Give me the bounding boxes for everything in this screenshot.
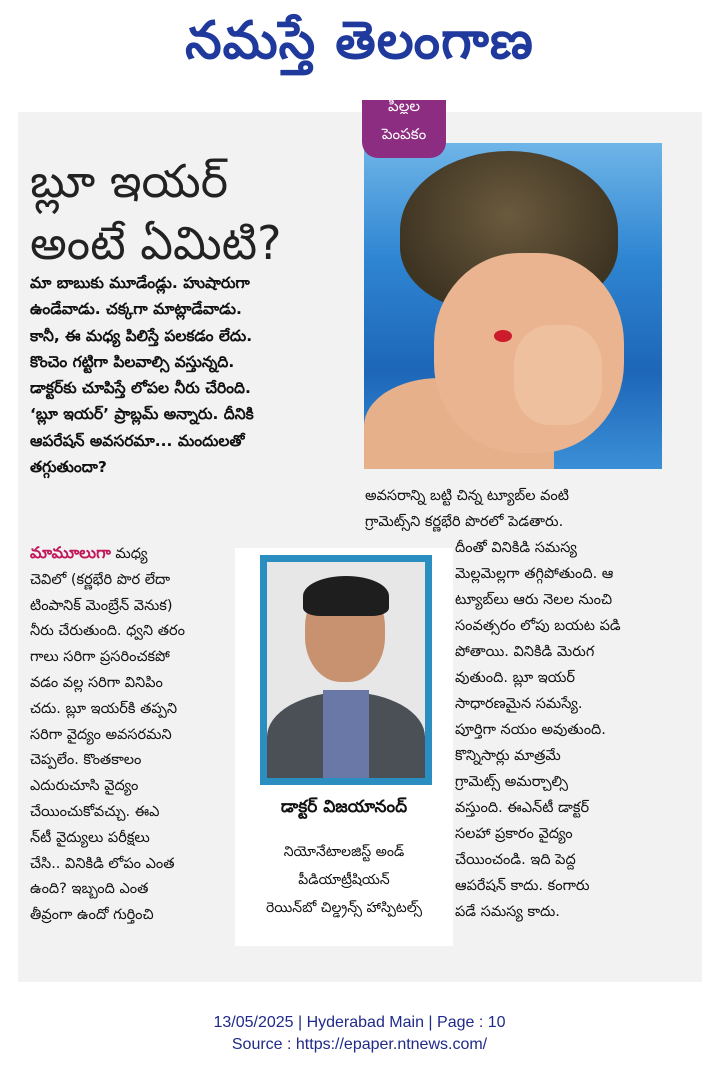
answer-lead-rest: మధ్య (110, 546, 148, 562)
question-line: మా బాబుకు మూడేండ్లు. హుషారుగా (30, 274, 250, 292)
headline-line1: బ్లూ ఇయర్ (30, 154, 228, 208)
footer-source-line: Source : https://epaper.ntnews.com/ (231, 1036, 488, 1053)
answer-line: ఎదురుచూసి వైద్యం (30, 778, 139, 795)
answer-line: ఆపరేషన్ కాదు. కంగారు (455, 878, 590, 894)
answer-line: ట్యూబ్‌లు ఆరు నెలల నుంచి (455, 592, 613, 608)
question-line: కానీ, ఈ మధ్య పిలిస్తే పలకడం లేదు. (30, 326, 253, 345)
doctor-photo (260, 555, 432, 785)
answer-line: చెవిలో (కర్ణభేరి పొర లేదా (30, 571, 171, 588)
answer-line: సలహా ప్రకారం వైద్యం (455, 826, 573, 842)
answer-line: సాధారణమైన సమస్యే. (455, 696, 583, 712)
answer-line: చేయించుకోవచ్చు. ఈఎ (30, 803, 160, 820)
answer-line: పోతాయి. వినికిడి మెరుగ (455, 644, 595, 660)
answer-line: వస్తుంది. ఈఎన్‌టీ డాక్టర్ (455, 800, 590, 816)
headline (30, 150, 360, 274)
question-text (30, 270, 365, 480)
question-line: ఆపరేషన్ అవసరమా... మందులతో (30, 431, 245, 450)
child-photo (364, 143, 662, 469)
answer-line: గ్రామెట్స్ అమర్చాల్సి (455, 774, 568, 790)
answer-column-1 (30, 540, 235, 929)
masthead (0, 0, 719, 88)
answer-line: సంవత్సరం లోపు బయట పడి (455, 618, 621, 634)
answer-line: వుతుంది. బ్లూ ఇయర్ (455, 670, 575, 686)
question-line: కొంచెం గట్టిగా పిలవాల్సి వస్తున్నది. (30, 352, 235, 371)
question-line: ‘బ్లూ ఇయర్’ ప్రాబ్లమ్ అన్నారు. దీనికి (30, 405, 254, 424)
answer-line: న్‌టీ వైద్యులు పరీక్షలు (30, 829, 150, 846)
answer-line: చేసి.. వినికిడి లోపం ఎంత (30, 855, 175, 872)
question-line: తగ్గుతుందా? (30, 458, 107, 477)
answer-line: గ్రామెట్స్‌ని కర్ణభేరి పొరలో పెడతారు. (365, 514, 564, 530)
answer-lead: మామూలుగా (30, 543, 111, 562)
question-line: ఉండేవాడు. చక్కగా మాట్లాడేవాడు. (30, 300, 242, 319)
answer-line: తీవ్రంగా ఉందో గుర్తించి (30, 907, 154, 924)
answer-line: అవసరాన్ని బట్టి చిన్న ట్యూబ్‌ల వంటి (365, 488, 569, 504)
answer-lead-line (30, 540, 235, 568)
answer-line: గాలు సరిగా ప్రసరించకపో (30, 649, 170, 666)
doctor-designation: నియోనేటాలజిస్ట్ అండ్ (283, 844, 405, 860)
doctor-designation: పీడియాట్రీషియన్ (298, 872, 390, 888)
answer-line: మెల్లమెల్లగా తగ్గిపోతుంది. ఆ (455, 566, 614, 582)
answer-line: పడే సమస్య కాదు. (455, 904, 560, 920)
badge-line1: పిల్లల (388, 100, 420, 114)
masthead-title: నమస్తే తెలంగాణ (185, 10, 534, 71)
answer-line: వడం వల్ల సరిగా వినిపిం (30, 674, 163, 691)
answer-line: చేయించండి. ఇది పెద్ద (455, 852, 576, 868)
question-line: డాక్టర్‌కు చూపిస్తే లోపల నీరు చేరింది. (30, 379, 251, 398)
answer-line: కొన్నిసార్లు మాత్రమే (455, 748, 561, 764)
answer-line: చదు. బ్లూ ఇయర్‌కి తప్పని (30, 700, 178, 717)
headline-line2: అంటే ఏమిటి? (30, 216, 282, 270)
answer-line: టింపానిక్ మెంబ్రేన్ వెనుక) (30, 597, 173, 614)
answer-line: దీంతో వినికిడి సమస్య (455, 540, 577, 556)
doctor-hospital: రెయిన్‌బో చిల్డ్రన్స్ హాస్పిటల్స్ (265, 900, 423, 916)
answer-line: చెప్పలేం. కొంతకాలం (30, 752, 142, 769)
answer-line: పూర్తిగా నయం అవుతుంది. (455, 722, 606, 738)
doctor-info (235, 838, 453, 922)
footer (0, 1012, 719, 1056)
section-badge (362, 100, 446, 158)
answer-line: నీరు చేరుతుంది. ధ్వని తరం (30, 623, 185, 640)
footer-date-line: 13/05/2025 | Hyderabad Main | Page : 10 (213, 1014, 506, 1031)
doctor-name: డాక్టర్ విజయానంద్ (280, 797, 408, 817)
answer-line: సరిగా వైద్యం అవసరమని (30, 726, 172, 743)
answer-line: ఉంది? ఇబ్బంది ఎంత (30, 881, 149, 898)
badge-line2: పెంపకం (381, 125, 427, 143)
